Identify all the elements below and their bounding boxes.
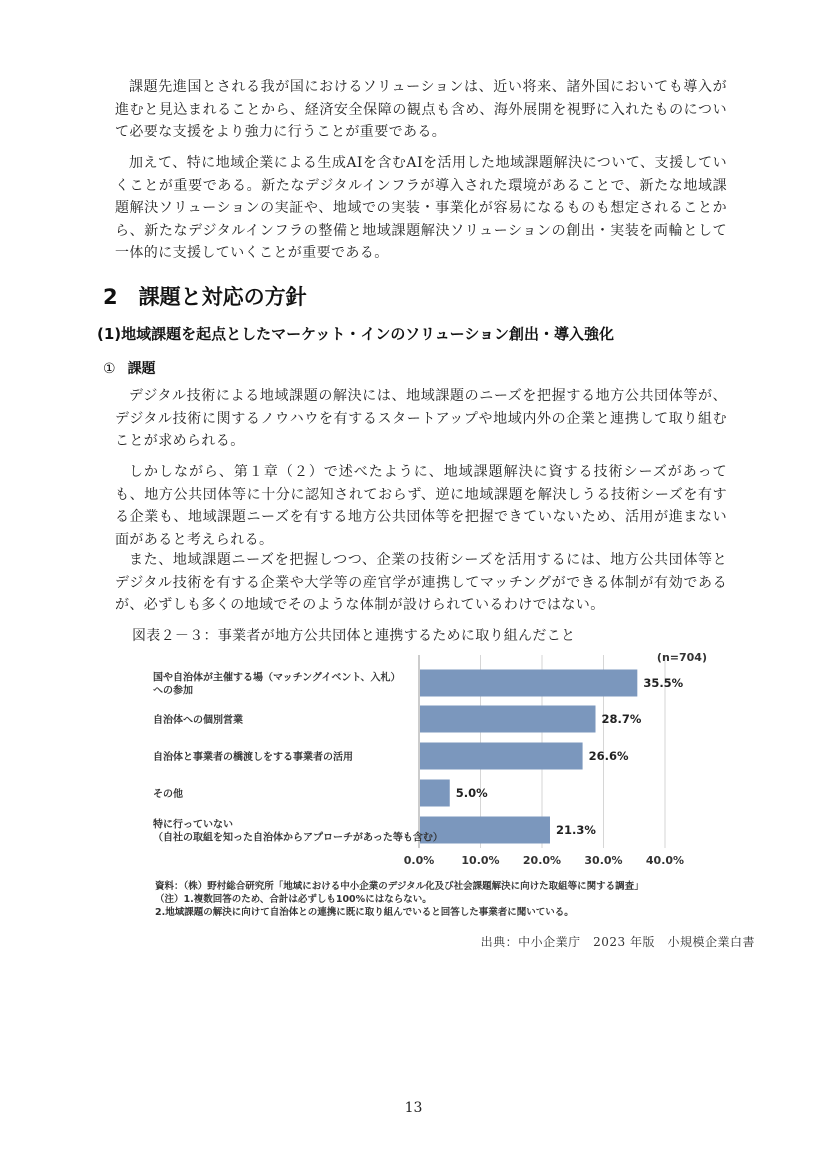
intro-paragraph-2: 加えて、特に地域企業による生成AIを含むAIを活用した地域課題解決について、支援していくことが重要である。新たなデジタルインフラが導入された環境があることで、新たな地域課題解決ソリューションの実証や、地域での実装・事業化が容易になるものも想定されることから、新たなデジタルインフラの整備と地域課題解決ソリューションの創出・実装を両輪として一体的に支援していくことが重要である。 — [115, 155, 727, 261]
category-label: 特に行っていない — [153, 819, 233, 831]
figure-note-1: （注）1.複数回答のため、合計は必ずしも100%にはならない。 — [155, 894, 432, 905]
category-label: への参加 — [153, 685, 193, 697]
x-tick-label: 0.0% — [403, 854, 435, 867]
category-label: 自治体への個別営業 — [153, 715, 243, 726]
bar-value-label: 21.3% — [555, 823, 596, 837]
bar-value-label: 35.5% — [643, 676, 684, 690]
bar — [420, 670, 637, 697]
x-tick-label: 30.0% — [584, 854, 623, 867]
figure-caption: 図表２－３：事業者が地方公共団体と連携するために取り組んだこと — [132, 628, 576, 644]
item-label: 課題 — [127, 361, 156, 377]
bar — [420, 743, 583, 770]
sample-size-note: (n=704) — [656, 651, 707, 664]
category-label: （自社の取組を知った自治体からアプローチがあった等も含む） — [153, 832, 443, 844]
figure-note-source: 資料：（株）野村総合研究所「地域における中小企業のデジタル化及び社会課題解決に向けた取組等に関する調査」 — [155, 881, 644, 892]
x-tick-label: 10.0% — [461, 854, 500, 867]
bar — [420, 706, 596, 733]
subsection-heading: (1)地域課題を起点としたマーケット・インのソリューション創出・導入強化 — [97, 325, 615, 343]
figure-note-2: 2.地域課題の解決に向けて自治体との連携に既に取り組んでいると回答した事業者に聞いている。 — [155, 907, 574, 918]
category-label: 国や自治体が主催する場（マッチングイベント、入札） — [153, 672, 401, 684]
bar-value-label: 26.6% — [588, 749, 629, 763]
section-heading: 2 課題と対応の方針 — [103, 285, 307, 309]
figure-source: 出典：中小企業庁 2023 年版 小規模企業白書 — [480, 935, 755, 949]
x-tick-label: 20.0% — [522, 854, 562, 867]
category-label: 自治体と事業者の橋渡しをする事業者の活用 — [153, 752, 353, 763]
item-number: ① — [103, 361, 116, 377]
bar-value-label: 5.0% — [455, 786, 488, 800]
category-label: その他 — [153, 789, 183, 800]
intro-paragraph-1: 課題先進国とされる我が国におけるソリューションは、近い将来、諸外国においても導入が進むと見込まれることから、経済安全保障の観点も含め、海外展開を視野に入れたものについて必要な支援をより強力に行うことが重要である。 — [115, 79, 727, 140]
bar — [420, 780, 450, 807]
page-number: 13 — [404, 1100, 423, 1116]
body-paragraph-1: デジタル技術による地域課題の解決には、地域課題のニーズを把握する地方公共団体等が、デジタル技術に関するノウハウを有するスタートアップや地域内外の企業と連携して取り組むことが求められる。 — [115, 388, 727, 449]
bar-value-label: 28.7% — [601, 712, 642, 726]
body-paragraph-3: また、地域課題ニーズを把握しつつ、企業の技術シーズを活用するには、地方公共団体等とデジタル技術を有する企業や大学等の産官学が連携してマッチングができる体制が有効であるが、必ずしも多くの地域でそのような体制が設けられているわけではない。 — [115, 552, 727, 613]
x-tick-label: 40.0% — [645, 854, 685, 867]
figure-notes — [155, 880, 715, 919]
body-paragraph-2: しかしながら、第１章（２）で述べたように、地域課題解決に資する技術シーズがあっても、地方公共団体等に十分に認知されておらず、逆に地域課題を解決しうる技術シーズを有する企業も、地域課題ニーズを有する地方公共団体等を把握できていないため、活用が進まない面があると考えられる。 — [115, 464, 727, 548]
